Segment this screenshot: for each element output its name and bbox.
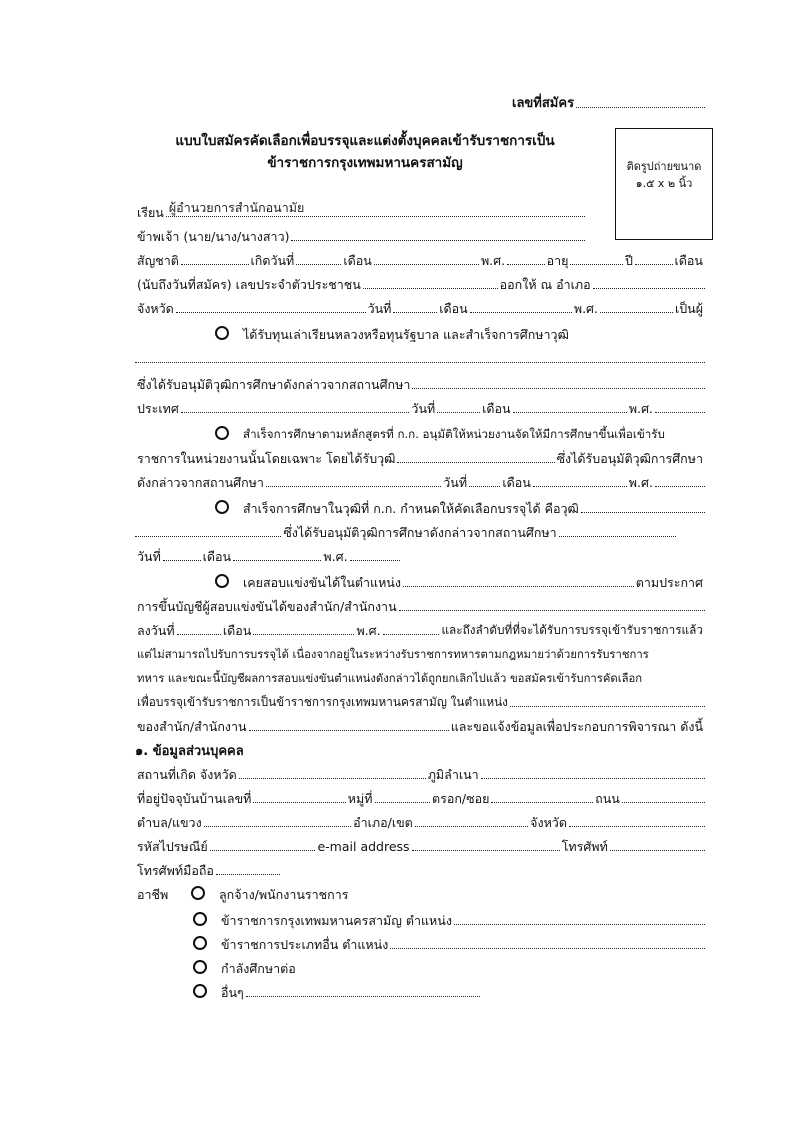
birth-line bbox=[135, 246, 705, 269]
address-label: ที่อยู่ปัจจุบันบ้านเลขที่ bbox=[137, 791, 252, 806]
id-card-blank[interactable] bbox=[363, 288, 498, 289]
occupation-radio-2[interactable] bbox=[193, 912, 207, 926]
option2-line bbox=[215, 420, 705, 443]
district-label: อำเภอ/เขต bbox=[353, 815, 413, 830]
age-label: อายุ bbox=[546, 253, 569, 268]
option3-approved-line bbox=[135, 518, 705, 541]
option1-degree-line bbox=[135, 344, 705, 367]
postcode-label: รหัสไปรษณีย์ bbox=[137, 839, 208, 854]
option1-line bbox=[215, 320, 705, 343]
option4-line bbox=[215, 568, 705, 591]
birth-day-label: เกิดวันที่ bbox=[250, 253, 295, 268]
application-number-blank[interactable] bbox=[576, 107, 705, 108]
option3-institution-blank[interactable] bbox=[559, 536, 676, 537]
option2-degree-label: ราชการในหน่วยงานนั้นโดยเฉพาะ โดยได้รับวุฒิ bbox=[137, 451, 396, 466]
option2-month-blank[interactable] bbox=[533, 486, 627, 487]
domicile-label: ภูมิลำเนา bbox=[427, 767, 479, 782]
option4-date-line bbox=[135, 616, 705, 639]
birth-year-blank[interactable] bbox=[507, 264, 545, 265]
occupation-line-3 bbox=[193, 930, 705, 953]
option4-applied-office-blank[interactable] bbox=[249, 730, 449, 731]
photo-label-line1: ติดรูปถ่ายขนาด bbox=[626, 160, 702, 173]
road-label: ถนน bbox=[595, 791, 620, 806]
option1-country-line bbox=[135, 394, 705, 417]
district-blank[interactable] bbox=[415, 826, 528, 827]
occupation-radio-4[interactable] bbox=[193, 960, 207, 974]
option3-approved-label: ซึ่งได้รับอนุมัติวุฒิการศึกษาดังกล่าวจากสถานศึกษา bbox=[283, 525, 557, 540]
option4-para3-text: เพื่อบรรจุเข้ารับราชการเป็นข้าราชการกรุงเทพมหานครสามัญ ในตำแหน่ง bbox=[137, 695, 508, 709]
age-month-label: เดือน bbox=[674, 253, 703, 268]
moo-blank[interactable] bbox=[375, 802, 430, 803]
soi-label: ตรอก/ซอย bbox=[432, 791, 490, 806]
option3-date-line bbox=[135, 542, 400, 565]
contact-line bbox=[135, 832, 705, 855]
issue-province-line bbox=[135, 294, 705, 317]
option3-radio[interactable] bbox=[215, 500, 229, 514]
occupation-option-3: ข้าราชการประเภทอื่น ตำแหน่ง bbox=[221, 937, 389, 952]
issue-year-label: พ.ศ. bbox=[573, 301, 598, 316]
option1-text: ได้รับทุนเล่าเรียนหลวงหรือทุนรัฐบาล และสำเร็จการศึกษาวุฒิ bbox=[243, 327, 569, 342]
option3-year-blank[interactable] bbox=[350, 560, 400, 561]
issued-at-blank[interactable] bbox=[593, 288, 705, 289]
occupation-radio-3[interactable] bbox=[193, 936, 207, 950]
option1-radio[interactable] bbox=[215, 326, 229, 340]
option4-applied-position-blank[interactable] bbox=[510, 706, 705, 707]
option3-month-blank[interactable] bbox=[233, 560, 321, 561]
applicant-name-blank[interactable] bbox=[291, 240, 585, 241]
option2-radio[interactable] bbox=[215, 426, 229, 440]
birth-month-label: เดือน bbox=[343, 253, 372, 268]
nationality-blank[interactable] bbox=[181, 264, 249, 265]
occupation-line-1 bbox=[135, 880, 705, 903]
issue-month-label: เดือน bbox=[439, 301, 468, 316]
occupation-option-1: ลูกจ้าง/พนักงานราชการ bbox=[219, 887, 349, 902]
id-card-label: (นับถึงวันที่สมัคร) เลขประจำตัวประชาชน bbox=[137, 277, 361, 292]
option4-text: เคยสอบแข่งขันได้ในตำแหน่ง bbox=[243, 575, 401, 590]
option1-country-blank[interactable] bbox=[181, 412, 410, 413]
option4-dated-label: ลงวันที่ bbox=[137, 623, 175, 638]
option2-text: สำเร็จการศึกษาตามหลักสูตรที่ ก.ก. อนุมัติให้หน่วยงานจัดให้มีการศึกษาขึ้นเพื่อเข้ารับ bbox=[243, 427, 665, 441]
email-label: e-mail address bbox=[317, 839, 410, 854]
address-province-blank[interactable] bbox=[569, 826, 705, 827]
birth-year-label: พ.ศ. bbox=[480, 253, 506, 268]
photo-box bbox=[615, 128, 713, 240]
option2-degree-line bbox=[135, 444, 705, 467]
occupation-option-2: ข้าราชการกรุงเทพมหานครสามัญ ตำแหน่ง bbox=[221, 913, 452, 928]
form-title-line2: ข้าราชการกรุงเทพมหานครสามัญ bbox=[267, 155, 463, 171]
age-blank[interactable] bbox=[570, 264, 623, 265]
option1-country-label: ประเทศ bbox=[137, 401, 179, 416]
birthplace-line bbox=[135, 760, 705, 783]
option2-year-label: พ.ศ. bbox=[628, 475, 653, 490]
bma-position-blank[interactable] bbox=[454, 924, 705, 925]
option2-institution-label: ดังกล่าวจากสถานศึกษา bbox=[137, 475, 264, 490]
birth-day-blank[interactable] bbox=[296, 264, 341, 265]
option4-office-tail: และขอแจ้งข้อมูลเพื่อประกอบการพิจารณา ดังนี้ bbox=[450, 719, 703, 734]
photo-label-line2: ๑.๕ x ๒ นิ้ว bbox=[635, 177, 693, 190]
option4-year-blank[interactable] bbox=[383, 634, 440, 635]
option4-para2-text: ทหาร และขณะนี้บัญชีผลการสอบแข่งขันตำแหน่งดังกล่าวได้ถูกยกเลิกไปแล้ว ขอสมัครเข้ารับการคัดเลือก bbox=[137, 672, 643, 685]
id-card-line bbox=[135, 270, 705, 293]
option2-institution-blank[interactable] bbox=[266, 486, 441, 487]
option3-degree-blank2[interactable] bbox=[135, 536, 281, 537]
phone-blank[interactable] bbox=[610, 850, 705, 851]
house-no-blank[interactable] bbox=[253, 802, 345, 803]
subdistrict-line bbox=[135, 808, 705, 831]
occupation-radio-1[interactable] bbox=[191, 886, 205, 900]
option1-day-blank[interactable] bbox=[437, 412, 480, 413]
option1-institution-blank[interactable] bbox=[412, 388, 705, 389]
other-civil-position-blank[interactable] bbox=[390, 948, 705, 949]
option2-year-blank[interactable] bbox=[655, 486, 705, 487]
occupation-line-2 bbox=[193, 906, 705, 929]
email-blank[interactable] bbox=[412, 850, 560, 851]
option4-rank-text: และถึงลำดับที่ที่จะได้รับการบรรจุเข้ารับราชการแล้ว bbox=[441, 623, 703, 637]
postcode-blank[interactable] bbox=[210, 850, 316, 851]
moo-label: หมู่ที่ bbox=[347, 791, 373, 806]
option4-para1-text: แต่ไม่สามารถไปรับการบรรจุได้ เนื่องจากอยู่ในระหว่างรับราชการทหารตามกฎหมายว่าด้วยการรับราชการ bbox=[137, 648, 649, 661]
issue-day-blank[interactable] bbox=[393, 312, 437, 313]
option2-institution-line bbox=[135, 468, 705, 491]
applicant-name-label: ข้าพเจ้า (นาย/นาง/นางสาว) bbox=[137, 229, 290, 244]
being-label: เป็นผู้ bbox=[674, 301, 704, 316]
to-value[interactable]: ผู้อำนวยการสำนักอนามัย bbox=[166, 199, 585, 217]
subdistrict-blank[interactable] bbox=[204, 826, 351, 827]
option4-month-blank[interactable] bbox=[253, 634, 354, 635]
option4-day-blank[interactable] bbox=[177, 634, 221, 635]
nationality-label: สัญชาติ bbox=[137, 253, 179, 268]
option1-degree-blank[interactable] bbox=[135, 362, 705, 363]
option2-month-label: เดือน bbox=[502, 475, 531, 490]
age-year-blank[interactable] bbox=[635, 264, 673, 265]
option4-office-blank[interactable] bbox=[399, 610, 705, 611]
soi-blank[interactable] bbox=[491, 802, 593, 803]
issue-year-blank[interactable] bbox=[600, 312, 673, 313]
option3-day-label: วันที่ bbox=[137, 549, 161, 564]
option4-month-label: เดือน bbox=[222, 623, 252, 638]
form-title-line1: แบบใบสมัครคัดเลือกเพื่อบรรจุและแต่งตั้งบุคคลเข้ารับราชการเป็น bbox=[175, 133, 555, 149]
option1-approved-line bbox=[135, 370, 705, 393]
issued-at-label: ออกให้ ณ อำเภอ bbox=[499, 277, 591, 292]
option3-degree-blank[interactable] bbox=[581, 512, 705, 513]
option1-year-label: พ.ศ. bbox=[628, 401, 653, 416]
application-number-label: เลขที่สมัคร bbox=[512, 96, 575, 111]
option4-para3 bbox=[135, 688, 705, 711]
option4-position-blank[interactable] bbox=[403, 586, 634, 587]
option1-day-label: วันที่ bbox=[411, 401, 436, 416]
option4-year-label: พ.ศ. bbox=[356, 623, 381, 638]
option1-year-blank[interactable] bbox=[655, 412, 705, 413]
address-line bbox=[135, 784, 705, 807]
option4-office-label: ของสำนัก/สำนักงาน bbox=[137, 719, 247, 734]
option1-month-blank[interactable] bbox=[513, 412, 627, 413]
option2-day-blank[interactable] bbox=[469, 486, 500, 487]
option2-approved-label: ซึ่งได้รับอนุมัติวุฒิการศึกษา bbox=[556, 451, 703, 466]
section1-heading: ๑. ข้อมูลส่วนบุคคล bbox=[135, 744, 244, 759]
occupation-line-5 bbox=[193, 978, 480, 1001]
birthplace-blank[interactable] bbox=[239, 778, 426, 779]
subdistrict-label: ตำบล/แขวง bbox=[137, 815, 202, 830]
occupation-label: อาชีพ bbox=[137, 887, 169, 902]
option2-day-label: วันที่ bbox=[443, 475, 468, 490]
province-label: จังหวัด bbox=[137, 301, 174, 316]
province-blank[interactable] bbox=[176, 312, 366, 313]
option4-radio[interactable] bbox=[215, 574, 229, 588]
to-label: เรียน bbox=[137, 205, 164, 220]
mobile-label: โทรศัพท์มือถือ bbox=[137, 863, 214, 878]
option3-year-label: พ.ศ. bbox=[323, 549, 348, 564]
road-blank[interactable] bbox=[622, 802, 705, 803]
option4-list-label: การขึ้นบัญชีผู้สอบแข่งขันได้ของสำนัก/สำนักงาน bbox=[137, 599, 397, 614]
age-year-label: ปี bbox=[625, 253, 633, 268]
option4-para1 bbox=[135, 640, 705, 663]
option2-degree-blank[interactable] bbox=[397, 462, 554, 463]
option1-approved-label: ซึ่งได้รับอนุมัติวุฒิการศึกษาดังกล่าวจากสถานศึกษา bbox=[137, 377, 411, 392]
mobile-line bbox=[135, 856, 280, 879]
application-number-field[interactable] bbox=[510, 92, 705, 112]
birthplace-label: สถานที่เกิด จังหวัด bbox=[137, 767, 237, 782]
option3-day-blank[interactable] bbox=[163, 560, 201, 561]
occupation-radio-5[interactable] bbox=[193, 984, 207, 998]
issue-day-label: วันที่ bbox=[367, 301, 392, 316]
option3-text: สำเร็จการศึกษาในวุฒิที่ ก.ก. กำหนดให้คัดเลือกบรรจุได้ คือวุฒิ bbox=[243, 501, 579, 516]
applicant-name-line bbox=[135, 222, 585, 245]
option3-month-label: เดือน bbox=[202, 549, 232, 564]
phone-label: โทรศัพท์ bbox=[561, 839, 608, 854]
option4-office-line bbox=[135, 712, 705, 735]
domicile-blank[interactable] bbox=[481, 778, 705, 779]
option3-line bbox=[215, 494, 705, 517]
option4-para2 bbox=[135, 664, 705, 687]
birth-month-blank[interactable] bbox=[374, 264, 479, 265]
option1-month-label: เดือน bbox=[482, 401, 511, 416]
option4-list-line bbox=[135, 592, 705, 615]
mobile-blank[interactable] bbox=[216, 874, 280, 875]
to-line bbox=[135, 198, 585, 221]
address-province-label: จังหวัด bbox=[530, 815, 567, 830]
option4-announce-label: ตามประกาศ bbox=[635, 575, 703, 590]
occupation-line-4 bbox=[193, 954, 493, 977]
issue-month-blank[interactable] bbox=[470, 312, 572, 313]
occupation-option-5: อื่นๆ bbox=[221, 985, 244, 1000]
other-occupation-blank[interactable] bbox=[246, 996, 480, 997]
occupation-option-4: กำลังศึกษาต่อ bbox=[221, 961, 296, 976]
